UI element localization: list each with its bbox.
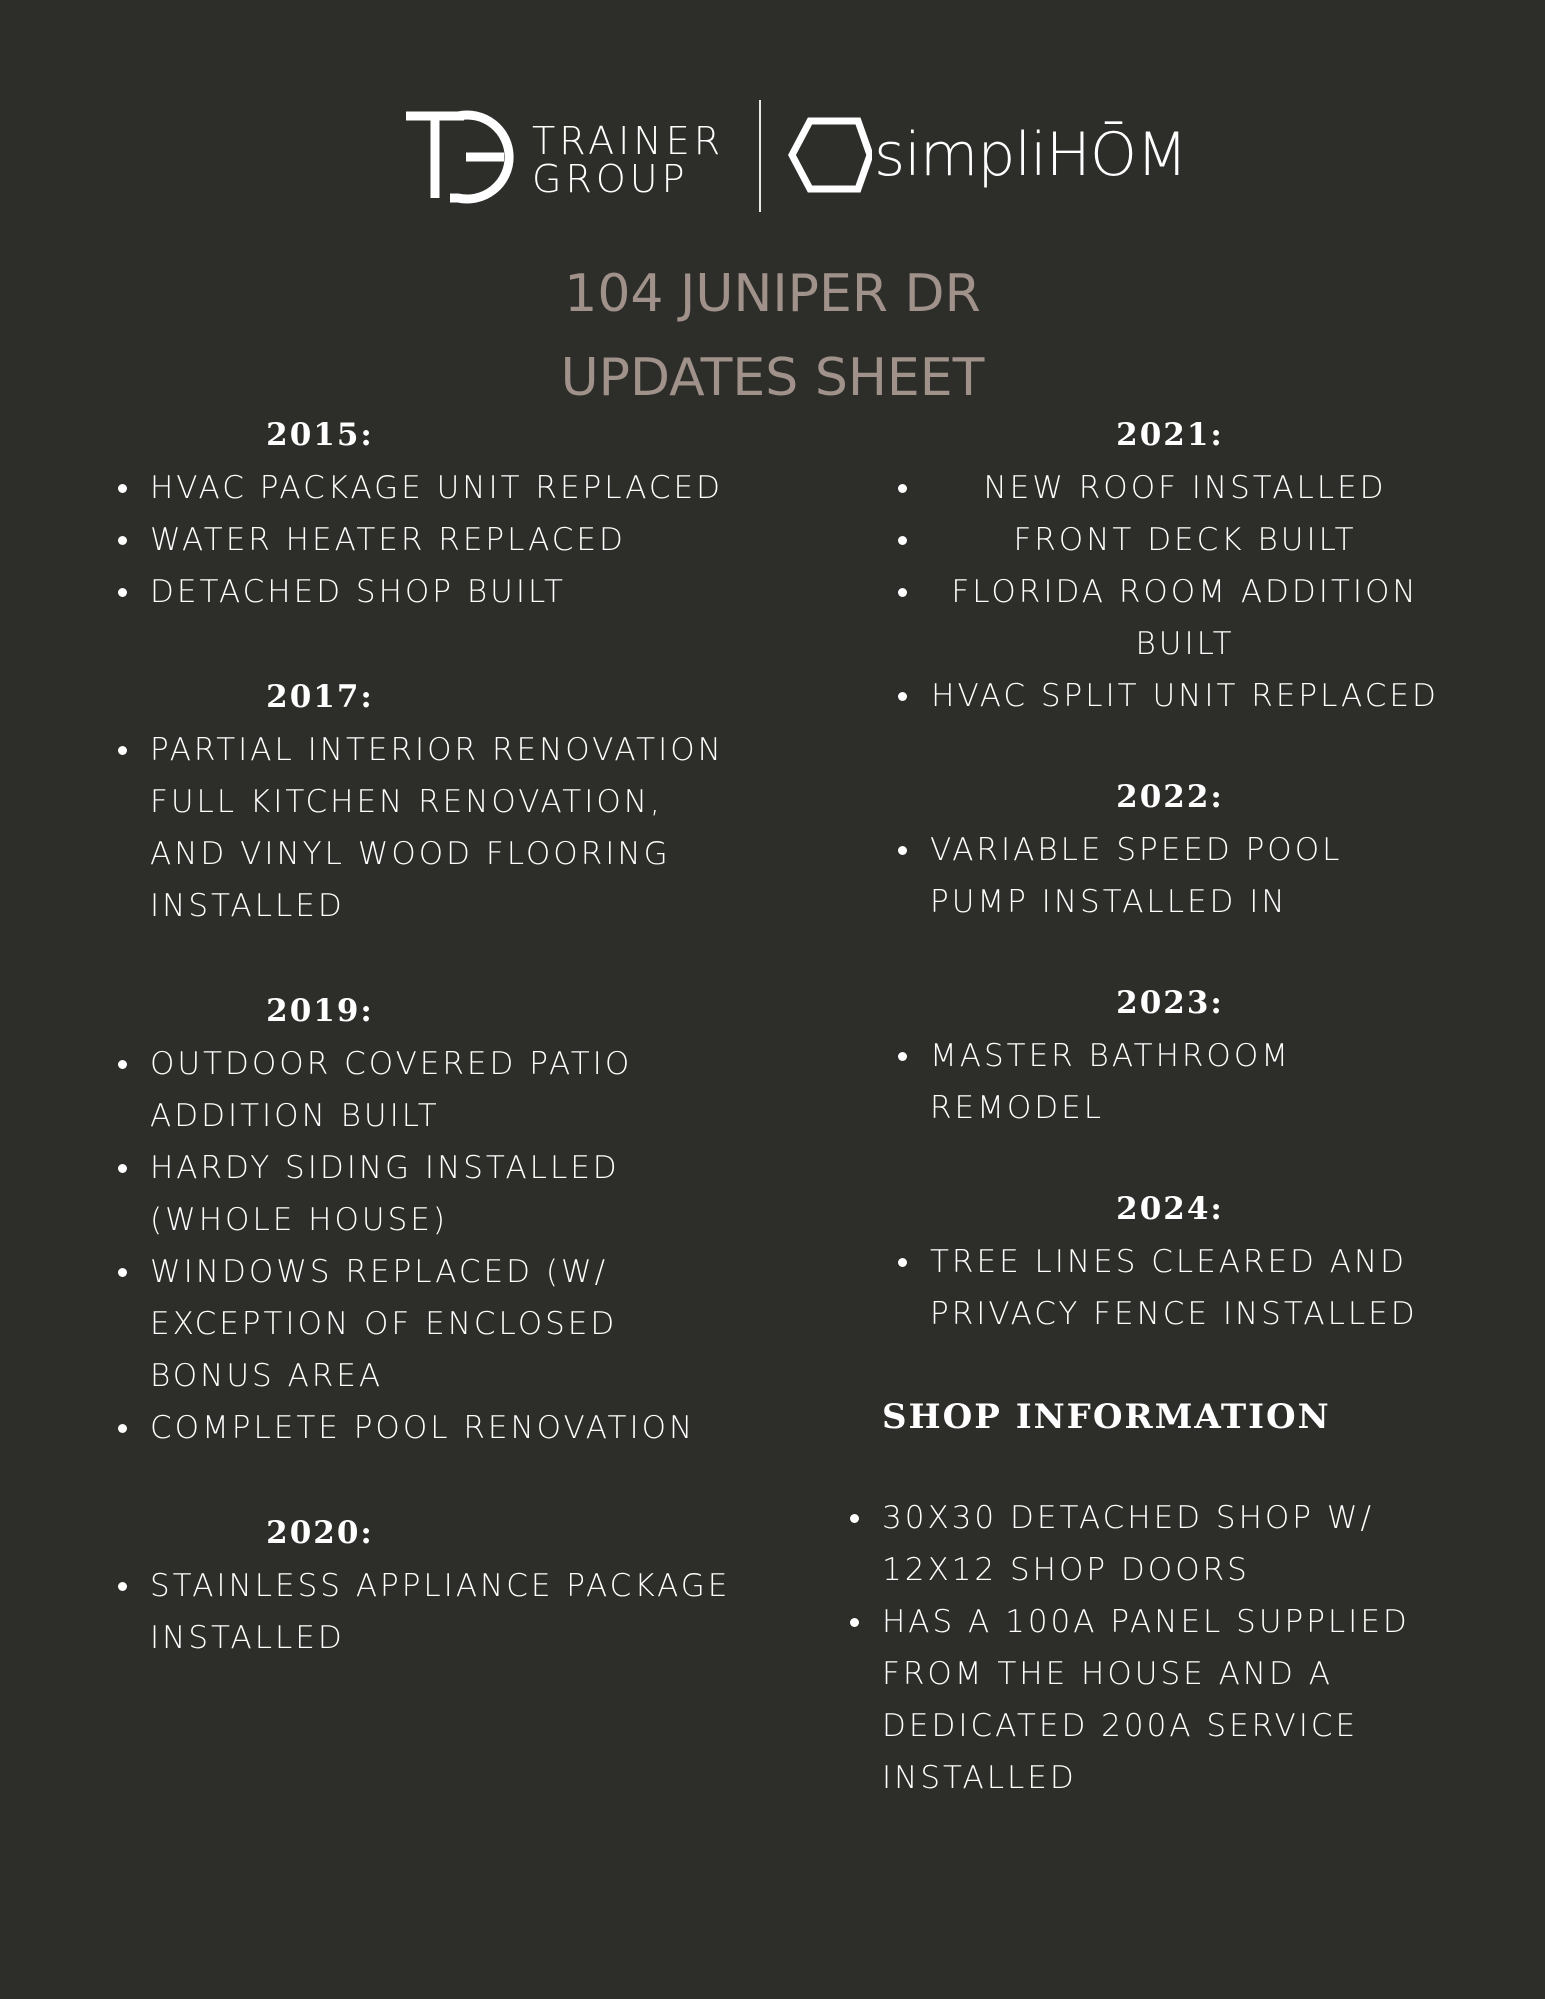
year-section-2019 xyxy=(110,988,750,1454)
list-item: 30X30 DETACHED SHOP W/ 12X12 SHOP DOORS xyxy=(842,1492,1462,1596)
year-section-2024 xyxy=(890,1186,1450,1340)
simplihom-hexagon-icon xyxy=(788,115,872,195)
list-item: MASTER BATHROOM REMODEL xyxy=(890,1030,1450,1134)
year-section-2023 xyxy=(890,980,1450,1134)
list-item: WATER HEATER REPLACED xyxy=(110,514,750,566)
list-item: WINDOWS REPLACED (W/ EXCEPTION OF ENCLOSED BONUS AREA xyxy=(110,1246,750,1402)
list-item: STAINLESS APPLIANCE PACKAGE INSTALLED xyxy=(110,1560,750,1664)
list-item: DETACHED SHOP BUILT xyxy=(110,566,750,618)
year-heading: 2017: xyxy=(266,679,374,715)
year-section-2015 xyxy=(110,412,750,618)
year-section-2022 xyxy=(890,774,1450,928)
trainer-group-wordmark: TRAINER GROUP xyxy=(532,119,725,201)
update-list xyxy=(890,824,1450,928)
year-heading: 2023: xyxy=(1116,985,1224,1021)
shop-list xyxy=(842,1492,1462,1804)
simplihom-wordmark: simpliHŌM xyxy=(874,120,1187,190)
list-item: HARDY SIDING INSTALLED (WHOLE HOUSE) xyxy=(110,1142,750,1246)
list-item: HAS A 100A PANEL SUPPLIED FROM THE HOUSE AND A DEDICATED 200A SERVICE INSTALLED xyxy=(842,1596,1462,1804)
list-item: OUTDOOR COVERED PATIO ADDITION BUILT xyxy=(110,1038,750,1142)
year-heading: 2022: xyxy=(1116,779,1224,815)
list-item: COMPLETE POOL RENOVATION xyxy=(110,1402,750,1454)
update-list xyxy=(110,462,750,618)
logo-bar xyxy=(0,100,1545,212)
list-item: TREE LINES CLEARED AND PRIVACY FENCE INSTALLED xyxy=(890,1236,1450,1340)
page-title xyxy=(0,252,1545,420)
year-heading: 2019: xyxy=(266,993,374,1029)
update-list xyxy=(890,1236,1450,1340)
year-heading: 2021: xyxy=(1116,417,1224,453)
left-column xyxy=(110,412,750,1720)
shop-heading: SHOP INFORMATION xyxy=(882,1397,1331,1437)
trainer-group-logo-icon xyxy=(402,110,514,204)
year-heading: 2020: xyxy=(266,1515,374,1551)
update-list xyxy=(890,1030,1450,1134)
year-section-2017 xyxy=(110,674,750,932)
title-address: 104 JUNIPER DR xyxy=(564,264,981,324)
update-list xyxy=(110,1560,750,1664)
year-section-2020 xyxy=(110,1510,750,1664)
update-list xyxy=(110,724,750,932)
list-item: FLORIDA ROOM ADDITION BUILT xyxy=(890,566,1450,670)
shop-information-section xyxy=(842,1392,1462,1804)
list-item: HVAC SPLIT UNIT REPLACED xyxy=(890,670,1450,722)
year-section-2021 xyxy=(890,412,1450,722)
list-item: PARTIAL INTERIOR RENOVATION FULL KITCHEN RENOVATION, AND VINYL WOOD FLOORING INSTALLED xyxy=(110,724,750,932)
update-list xyxy=(890,462,1450,722)
year-heading: 2024: xyxy=(1116,1191,1224,1227)
title-subtitle: UPDATES SHEET xyxy=(560,348,985,408)
right-column xyxy=(882,412,1450,1804)
logo-divider xyxy=(759,100,761,212)
year-heading: 2015: xyxy=(266,417,374,453)
list-item: FRONT DECK BUILT xyxy=(890,514,1450,566)
list-item: HVAC PACKAGE UNIT REPLACED xyxy=(110,462,750,514)
list-item: VARIABLE SPEED POOL PUMP INSTALLED IN xyxy=(890,824,1450,928)
update-list xyxy=(110,1038,750,1454)
list-item: NEW ROOF INSTALLED xyxy=(890,462,1450,514)
